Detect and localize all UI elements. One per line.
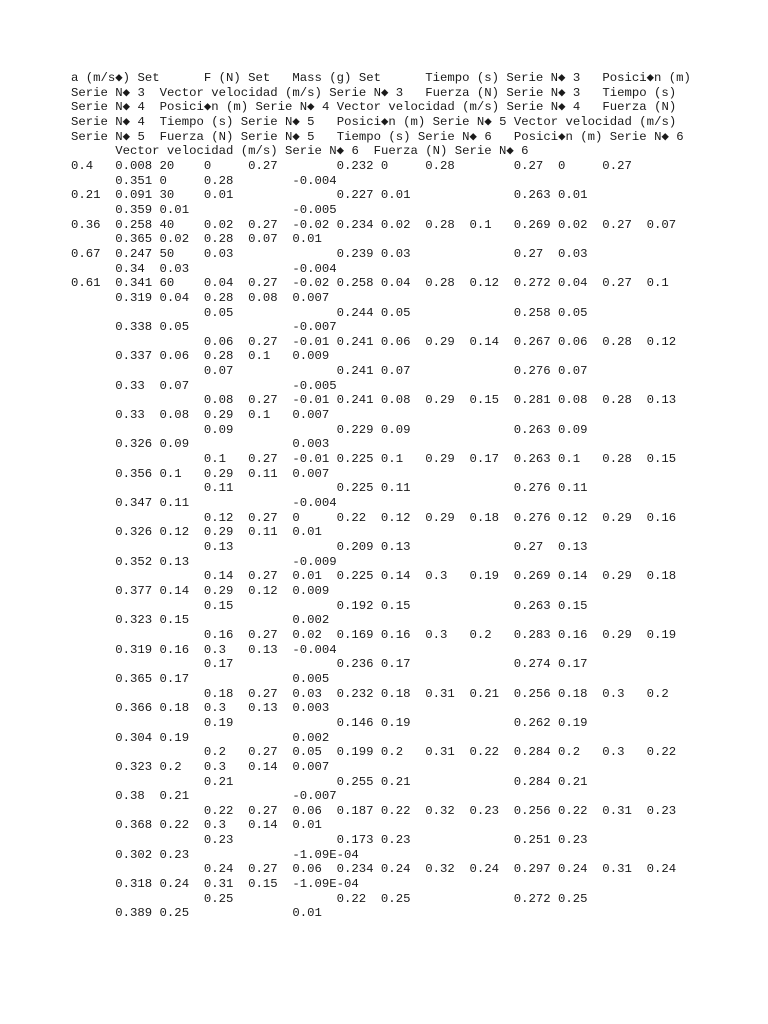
header-line: Serie N◆ 5 Fuerza (N) Serie N◆ 5 Tiempo (s) Serie N◆ 6 Posici◆n (m) Serie N◆ 6 bbox=[71, 129, 684, 144]
data-row-line: 0.16 0.27 0.02 0.169 0.16 0.3 0.2 0.283 0.16 0.29 0.19 bbox=[71, 627, 677, 642]
data-row-line: 0.326 0.09 0.003 bbox=[71, 437, 330, 452]
data-row-line: 0.25 0.22 0.25 0.272 0.25 bbox=[71, 891, 588, 906]
data-row-line: 0.61 0.341 60 0.04 0.27 -0.02 0.258 0.04 0.28 0.12 0.272 0.04 0.27 0.1 bbox=[71, 276, 669, 291]
data-row-line: 0.337 0.06 0.28 0.1 0.009 bbox=[71, 349, 330, 364]
data-row-line: 0.323 0.2 0.3 0.14 0.007 bbox=[71, 759, 330, 774]
data-row-line: 0.302 0.23 -1.09E-04 bbox=[71, 847, 359, 862]
data-row-line: 0.24 0.27 0.06 0.234 0.24 0.32 0.24 0.297 0.24 0.31 0.24 bbox=[71, 862, 677, 877]
data-row-line: 0.13 0.209 0.13 0.27 0.13 bbox=[71, 540, 588, 554]
data-row-line: 0.365 0.02 0.28 0.07 0.01 bbox=[71, 232, 322, 247]
data-row-line: 0.34 0.03 -0.004 bbox=[71, 261, 337, 276]
data-row-line: 0.07 0.241 0.07 0.276 0.07 bbox=[71, 364, 588, 379]
header-line: Serie N◆ 4 Tiempo (s) Serie N◆ 5 Posici◆n (m) Serie N◆ 5 Vector velocidad (m/s) bbox=[71, 114, 677, 129]
data-row-line: 0.366 0.18 0.3 0.13 0.003 bbox=[71, 701, 330, 716]
data-row-line: 0.33 0.07 -0.005 bbox=[71, 378, 337, 393]
data-row-line: 0.1 0.27 -0.01 0.225 0.1 0.29 0.17 0.263 0.1 0.28 0.15 bbox=[71, 452, 677, 467]
data-row-line: 0.359 0.01 -0.005 bbox=[71, 202, 337, 217]
data-row-line: 0.304 0.19 0.002 bbox=[71, 730, 330, 745]
data-row-line: 0.23 0.173 0.23 0.251 0.23 bbox=[71, 833, 588, 848]
data-row-line: 0.11 0.225 0.11 0.276 0.11 bbox=[71, 481, 588, 496]
header-line: Serie N◆ 4 Posici◆n (m) Serie N◆ 4 Vector velocidad (m/s) Serie N◆ 4 Fuerza (N) bbox=[71, 100, 677, 115]
data-row-line: 0.18 0.27 0.03 0.232 0.18 0.31 0.21 0.256 0.18 0.3 0.2 bbox=[71, 686, 669, 701]
data-row-line: 0.352 0.13 -0.009 bbox=[71, 554, 337, 569]
data-row-line: 0.319 0.04 0.28 0.08 0.007 bbox=[71, 290, 330, 305]
data-row-line: 0.06 0.27 -0.01 0.241 0.06 0.29 0.14 0.267 0.06 0.28 0.12 bbox=[71, 334, 677, 349]
data-row-line: 0.351 0 0.28 -0.004 bbox=[71, 173, 337, 188]
data-row-line: 0.19 0.146 0.19 0.262 0.19 bbox=[71, 715, 588, 730]
header-line: Vector velocidad (m/s) Serie N◆ 6 Fuerza (N) Serie N◆ 6 bbox=[71, 144, 529, 159]
data-row-line: 0.08 0.27 -0.01 0.241 0.08 0.29 0.15 0.281 0.08 0.28 0.13 bbox=[71, 393, 677, 408]
data-row-line: 0.38 0.21 -0.007 bbox=[71, 789, 337, 804]
data-row-line: 0.21 0.255 0.21 0.284 0.21 bbox=[71, 774, 588, 789]
data-row-line: 0.67 0.247 50 0.03 0.239 0.03 0.27 0.03 bbox=[71, 246, 588, 261]
data-row-line: 0.368 0.22 0.3 0.14 0.01 bbox=[71, 818, 322, 833]
data-text-body bbox=[71, 71, 768, 921]
data-row-line: 0.377 0.14 0.29 0.12 0.009 bbox=[71, 583, 330, 598]
data-row-line: 0.22 0.27 0.06 0.187 0.22 0.32 0.23 0.256 0.22 0.31 0.23 bbox=[71, 803, 677, 818]
data-row-line: 0.21 0.091 30 0.01 0.227 0.01 0.263 0.01 bbox=[71, 188, 588, 203]
data-row-line: 0.4 0.008 20 0 0.27 0.232 0 0.28 0.27 0 0.27 bbox=[71, 158, 632, 173]
header-line: a (m/s◆) Set F (N) Set Mass (g) Set Tiempo (s) Serie N◆ 3 Posici◆n (m) bbox=[71, 71, 691, 85]
data-row-line: 0.318 0.24 0.31 0.15 -1.09E-04 bbox=[71, 877, 359, 892]
data-row-line: 0.389 0.25 0.01 bbox=[71, 906, 322, 921]
data-row-line: 0.326 0.12 0.29 0.11 0.01 bbox=[71, 525, 322, 540]
data-row-line: 0.33 0.08 0.29 0.1 0.007 bbox=[71, 408, 330, 423]
data-row-line: 0.338 0.05 -0.007 bbox=[71, 320, 337, 335]
data-row-line: 0.14 0.27 0.01 0.225 0.14 0.3 0.19 0.269 0.14 0.29 0.18 bbox=[71, 569, 677, 584]
data-row-line: 0.12 0.27 0 0.22 0.12 0.29 0.18 0.276 0.12 0.29 0.16 bbox=[71, 510, 677, 525]
data-row-line: 0.09 0.229 0.09 0.263 0.09 bbox=[71, 422, 588, 437]
data-row-line: 0.2 0.27 0.05 0.199 0.2 0.31 0.22 0.284 0.2 0.3 0.22 bbox=[71, 745, 677, 760]
data-row-line: 0.365 0.17 0.005 bbox=[71, 671, 330, 686]
data-row-line: 0.05 0.244 0.05 0.258 0.05 bbox=[71, 305, 588, 320]
data-row-line: 0.17 0.236 0.17 0.274 0.17 bbox=[71, 657, 588, 672]
data-row-line: 0.36 0.258 40 0.02 0.27 -0.02 0.234 0.02 0.28 0.1 0.269 0.02 0.27 0.07 bbox=[71, 217, 677, 232]
header-line: Serie N◆ 3 Vector velocidad (m/s) Serie N◆ 3 Fuerza (N) Serie N◆ 3 Tiempo (s) bbox=[71, 85, 677, 100]
data-row-line: 0.356 0.1 0.29 0.11 0.007 bbox=[71, 466, 330, 481]
data-row-line: 0.319 0.16 0.3 0.13 -0.004 bbox=[71, 642, 337, 657]
data-row-line: 0.347 0.11 -0.004 bbox=[71, 496, 337, 511]
data-row-line: 0.323 0.15 0.002 bbox=[71, 613, 330, 628]
data-row-line: 0.15 0.192 0.15 0.263 0.15 bbox=[71, 598, 588, 613]
